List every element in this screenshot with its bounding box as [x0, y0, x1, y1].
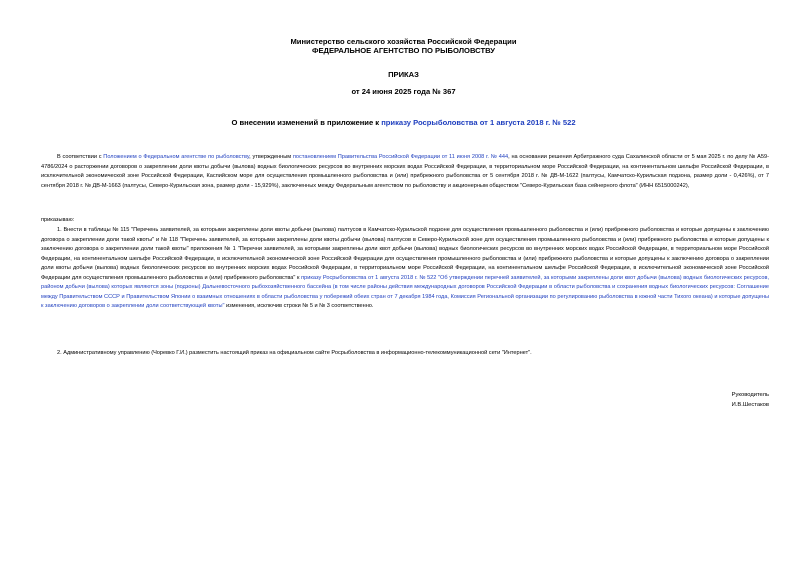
- regulation-link[interactable]: Положением о Федеральном агентстве по рыболовству: [103, 154, 250, 160]
- government-decree-link[interactable]: постановлением Правительства Российской Федерации от 11 июня 2008 г. № 444: [292, 154, 509, 160]
- agency-name: ФЕДЕРАЛЬНОЕ АГЕНТСТВО ПО РЫБОЛОВСТВУ: [312, 46, 495, 55]
- doc-date-number: от 24 июня 2025 года № 367: [351, 87, 456, 96]
- doc-type: ПРИКАЗ: [388, 70, 419, 79]
- signature-role: Руководитель: [731, 392, 769, 398]
- item-2-paragraph: 2. Административному управлению (Чоревко Г.И.) разместить настоящий приказ на официальном сайте Росрыболовства в информационно-телекоммуникационной сети "Интернет".: [57, 350, 532, 356]
- preamble-text-2: , утвержденным: [249, 154, 293, 160]
- order-word: приказываю:: [41, 217, 75, 223]
- order-522-link[interactable]: приказу Росрыболовства от 1 августа 2018 г. № 522 "Об утверждении перечней заявителей, за которыми закреплены доли квот добычи (вылова) водных биологических ресурсов, районом добычи (вылова) которых являются зоны (подзоны) Дальневосточного рыбохозяйственного бассейна (в том числе районы действия международных договоров Российской Федерации в области рыболовства и сохранения водных биологических ресурсов: Соглашение между Правительством СССР и Правительством Японии о взаимных отношениях в области рыболовства у побережий обеих стран от 7 декабря 1984 года, Комиссия Региональной организации по регулированию рыболовства в южной части Тихого океана) и которые допущены к заключению договоров о закреплении доли соответствующей квоты": [41, 274, 769, 310]
- header-block: [0, 37, 807, 55]
- title-prefix: О внесении изменений в приложение к: [231, 118, 382, 127]
- signature-block: [732, 391, 769, 410]
- item-1-text: 1. Внести в таблицы № 115 "Перечень заявителей, за которыми закреплены доли квоты добычи (вылова) палтусов в Камчатско-Курильской подзоне для осуществления промышленного рыболовства и (или) прибрежного рыболовства и которые допущены к заключению договора о закреплении доли такой квоты" и № 118 "Перечень заявителей, за которыми закреплены доли квоты добычи (вылова) палтусов в Северо-Курильской зоне для осуществления промышленного рыболовства и (или) прибрежного рыболовства и которые допущены к заключению договора о закреплении доли такой квоты" приложения № 1 "Перечни заявителей, за которыми закреплены доли квот добычи (вылова) водных биологических ресурсов во внутренних морских водах Российской Федерации, в территориальном море Российской Федерации, на континентальном шельфе Российской Федерации, в исключительной экономической зоне Российской Федерации для осуществления промышленного рыболовства и (или) прибрежного рыболовства и которые допущены к заключению договора о закреплении доли квоты добычи (вылова) водных биологических ресурсов во внутренних морских водах Российской Федерации, в территориальном море Российской Федерации, на континентальном шельфе Российской Федерации, в исключительной экономической зоне Российской Федерации для осуществления промышленного рыболовства и (или) прибрежного рыболовства" к: [41, 227, 769, 281]
- item-1-paragraph: [41, 226, 769, 312]
- document-title: [0, 118, 807, 127]
- title-order-link[interactable]: приказу Росрыболовства от 1 августа 2018 г. № 522: [381, 118, 576, 127]
- ministry-name: Министерство сельского хозяйства Российской Федерации: [290, 37, 517, 46]
- item-1-tail: изменения, исключив строки № 5 и № 3 соответственно.: [224, 303, 374, 310]
- preamble-text-3: , на основании решения Арбитражного суда Сахалинской области от 5 мая 2025 г. по делу № А59-4786/2024 о расторжении договоров о закреплении доли квоты добычи (вылова) водных биологических ресурсов во внутренних морских водах Российской Федерации, в территориальном море Российской Федерации, на континентальном шельфе Российской Федерации, в исключительной экономической зоне Российской Федерации, Каспийском море для осуществления промышленного рыболовства и (или) прибрежного рыболовства от 5 сентября 2018 г. № ДВ-М-1622 (палтусы, Камчатско-Курильская подзона, размер доли - 0,426%), от 7 сентября 2018 г. № ДВ-М-1663 (палтусы, Северо-Курильская зона, размер доли - 15,929%), заключенных между Федеральным агентством по рыболовству и акционерным обществом "Северо-Курильская база сейнерного флота" (ИНН 6515000242),: [41, 154, 769, 189]
- preamble-paragraph: [41, 153, 769, 191]
- signature-name: И.В.Шестаков: [731, 401, 769, 408]
- preamble-text-1: В соответствии с: [57, 154, 104, 160]
